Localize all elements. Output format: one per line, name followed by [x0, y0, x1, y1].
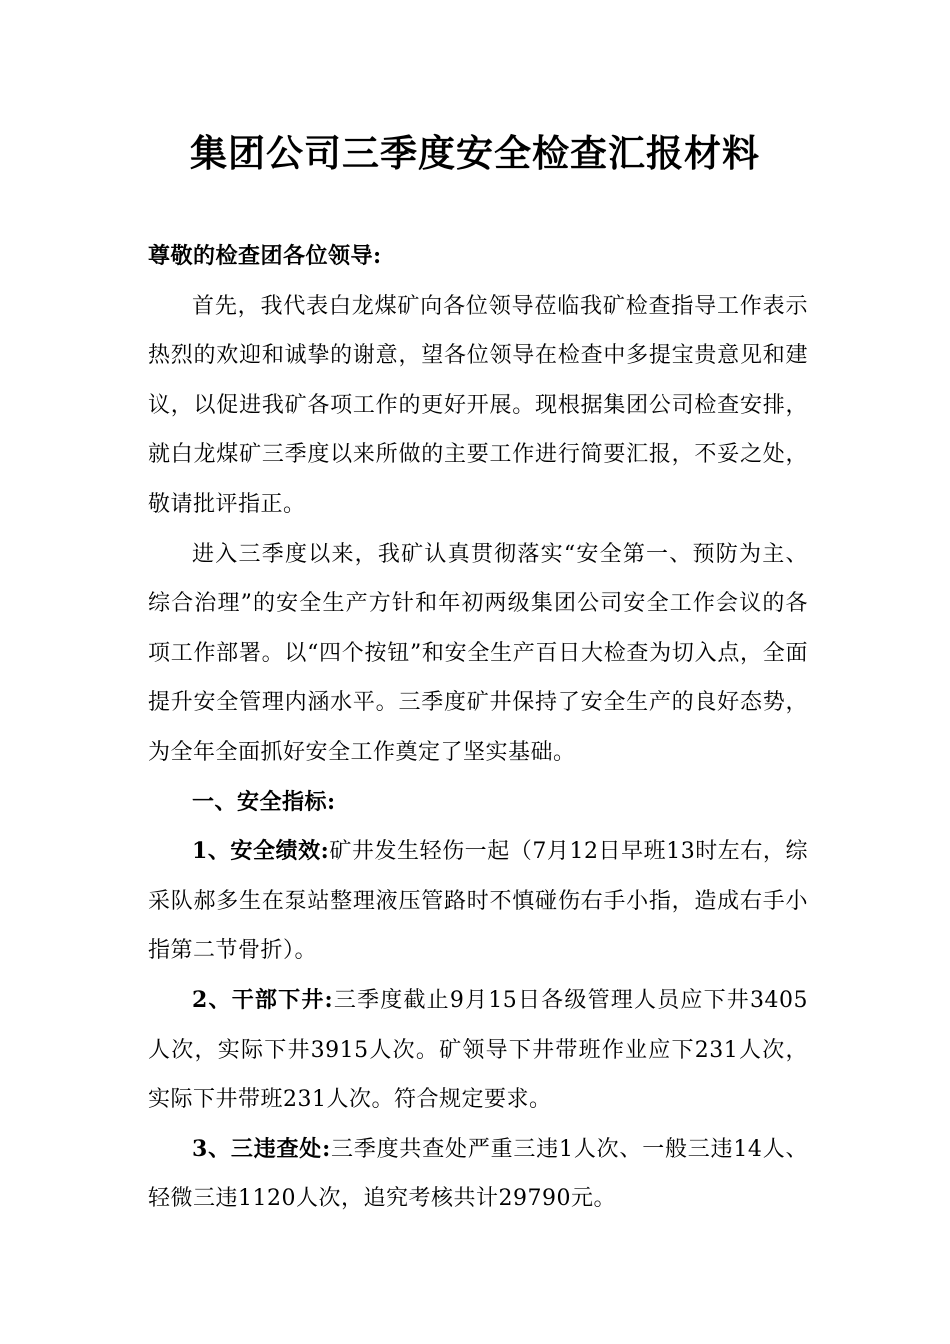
list-item [148, 1125, 808, 1224]
list-item [148, 827, 808, 976]
item-text: 矿井发生轻伤一起（7月12日早班13时左右，综采队郝多生在泵站整理液压管路时不慎碰伤右手小指，造成右手小指第二节骨折）。 [148, 839, 808, 964]
item-text: 三季度共查处严重三违1人次、一般三违14人、轻微三违1120人次，追究考核共计29790元。 [148, 1136, 808, 1212]
intro-paragraph: 首先，我代表白龙煤矿向各位领导莅临我矿检查指导工作表示热烈的欢迎和诚挚的谢意，望各位领导在检查中多提宝贵意见和建议，以促进我矿各项工作的更好开展。现根据集团公司检查安排，就白龙煤矿三季度以来所做的主要工作进行简要汇报，不妥之处，敬请批评指正。 [148, 293, 808, 517]
salutation: 尊敬的检查团各位领导: [148, 243, 382, 269]
item-label: 2、干部下井: [192, 986, 334, 1013]
section-heading: 一、安全指标: [192, 788, 336, 815]
document-body [148, 232, 808, 1224]
overview-paragraph: 进入三季度以来，我矿认真贯彻落实“安全第一、预防为主、综合治理”的安全生产方针和年初两级集团公司安全工作会议的各项工作部署。以“四个按钮”和安全生产百日大检查为切入点，全面提升安全管理内涵水平。三季度矿井保持了安全生产的良好态势，为全年全面抓好安全工作奠定了坚实基础。 [148, 541, 808, 765]
item-label: 1、安全绩效: [192, 838, 330, 865]
document-title: 集团公司三季度安全检查汇报材料 [190, 132, 760, 175]
item-label: 3、三违查处: [192, 1135, 331, 1162]
list-item [148, 976, 808, 1125]
item-text: 三季度截止9月15日各级管理人员应下井3405人次，实际下井3915人次。矿领导下井带班作业应下231人次，实际下井带班231人次。符合规定要求。 [148, 987, 808, 1113]
